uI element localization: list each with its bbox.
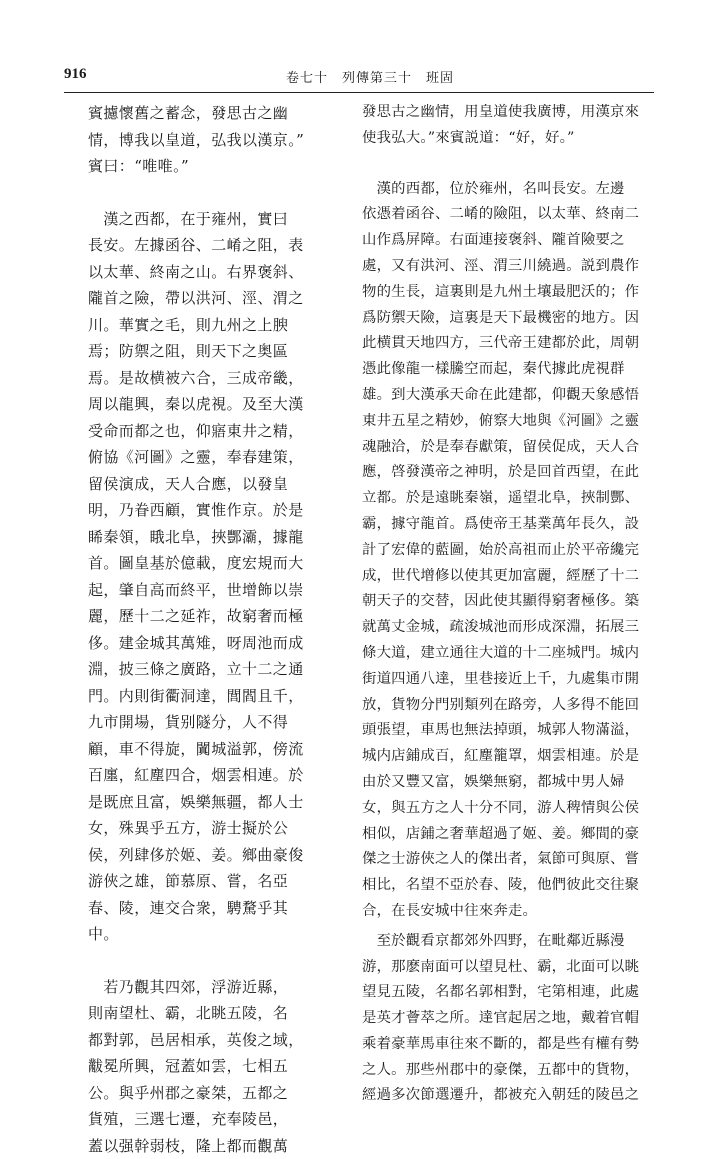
- translation-column: [362, 100, 644, 1109]
- classical-paragraph-3: 若乃觀其四郊，浮游近縣， 則南望杜、霸，北眺五陵，名 都對郭，邑居相承，英俊之域， 黻冕所興，冠蓋如雲，七相五 公。與乎州郡之豪桀，五都之 貨殖，三選七遷，充奉陵邑， 蓋以强幹弱枝，隆上都而觀萬: [88, 974, 336, 1159]
- translation-paragraph-3: 至於觀看京都郊外四野，在毗鄰近縣漫 游，那麽南面可以望見杜、霸，北面可以眺 望見五陵，名都名郭相對，宅第相連，此處 是英才薈萃之所。達官起居之地，戴着官帽 乘着豪華馬車往來不斷的，都是些有權有勢 之人。那些州郡中的豪傑，五都中的貨物， 經過多次節選遷升，都被充入朝廷的陵邑之: [362, 929, 644, 1110]
- classical-paragraph-2: 漢之西都，在于雍州，實曰 長安。左據函谷、二崤之阻，表 以太華、終南之山。右界褒斜、 隴首之險，帶以洪河、涇、渭之 川。華實之毛，則九州之上腴 焉；防禦之阻，則天下之奥區 焉。是故横被六合，三成帝畿， 周以龍興，秦以虎視。及至大漢 受命而都之也，仰寤東井之精， 俯協《河圖》之靈，奉春建策， 留侯演成，天人合應，以發皇 明，乃眷西顧，實惟作京。於是 睎秦領，睋北阜，挾酆灞，據龍 首。圖皇基於億載，度宏規而大 起，肇自高而終平，世增飾以崇 麗，歷十二之延祚，故窮奢而極 侈。建金城其萬雉，呀周池而成 淵，披三條之廣路，立十二之通 門。内則街衢洞達，閭閻且千， 九市開場，貨别隧分，人不得 顧，車不得旋，闐城溢郭，傍流 百廛，紅塵四合，烟雲相連。於 是既庶且富，娛樂無疆，都人士 女，殊異乎五方，游士擬於公 侯，列肆侈於姬、姜。鄉曲豪俊 游俠之雄，節慕原、嘗，名亞 春、陵，連交合衆，騁騖乎其 中。: [88, 206, 336, 948]
- header-rule: [64, 92, 654, 93]
- classical-text-column: [88, 100, 336, 1159]
- page-number: 916: [64, 66, 87, 83]
- translation-paragraph-1: 發思古之幽情，用皇道使我廣博，用漢京來 使我弘大。”來賓説道：“好，好。”: [362, 100, 644, 152]
- page-header: [64, 66, 652, 90]
- classical-paragraph-1: 賓攄懷舊之蓄念，發思古之幽 情，博我以皇道，弘我以漢京。” 賓曰：“唯唯。”: [88, 100, 336, 180]
- running-head: 卷七十 列傳第三十 班固: [286, 67, 454, 86]
- translation-paragraph-2: 漢的西都，位於雍州，名叫長安。左邊 依憑着函谷、二崤的險阻，以太華、終南二 山作爲屏障。右面連接褒斜、隴首險要之 處，又有洪河、涇、渭三川繞過。説到農作 物的生長，這裏則是九州土壤最肥沃的；作 爲防禦天險，這裏是天下最機密的地方。因 此横貫天地四方，三代帝王建都於此，周朝 憑此像龍一樣騰空而起，秦代據此虎視群 雄。到大漢承天命在此建都，仰觀天象感悟 東井五星之精妙，俯察大地與《河圖》之靈 魂融洽，於是奉春獻策，留侯促成，天人合 應，啓發漢帝之神明，於是回首西望，在此 立都。於是遠眺秦嶺，遥望北阜，挾制酆、 霸，據守龍首。爲使帝王基業萬年長久，設 計了宏偉的藍圖，始於高祖而止於平帝纔完 成，世代增修以使其更加富麗，經歷了十二 朝天子的交替，因此使其顯得窮奢極侈。築 就萬丈金城，疏浚城池而形成深淵，拓展三 條大道，建立通往大道的十二座城門。城内 街道四通八達，里巷接近上千，九處集市開 放，貨物分門别類列在路旁，人多得不能回 頭張望，車馬也無法掉頭，城郭人物滿溢， 城内店鋪成百，紅塵籠罩，烟雲相連。於是 由於又豐又富，娛樂無窮，都城中男人婦 女，與五方之人十分不同，游人稗情與公侯 相似，店鋪之奢華超過了姬、姜。鄉間的豪 傑之士游俠之人的傑出者，氣節可與原、嘗 相比，名望不亞於春、陵，他們彼此交往聚 合，在長安城中往來奔走。: [362, 177, 644, 925]
